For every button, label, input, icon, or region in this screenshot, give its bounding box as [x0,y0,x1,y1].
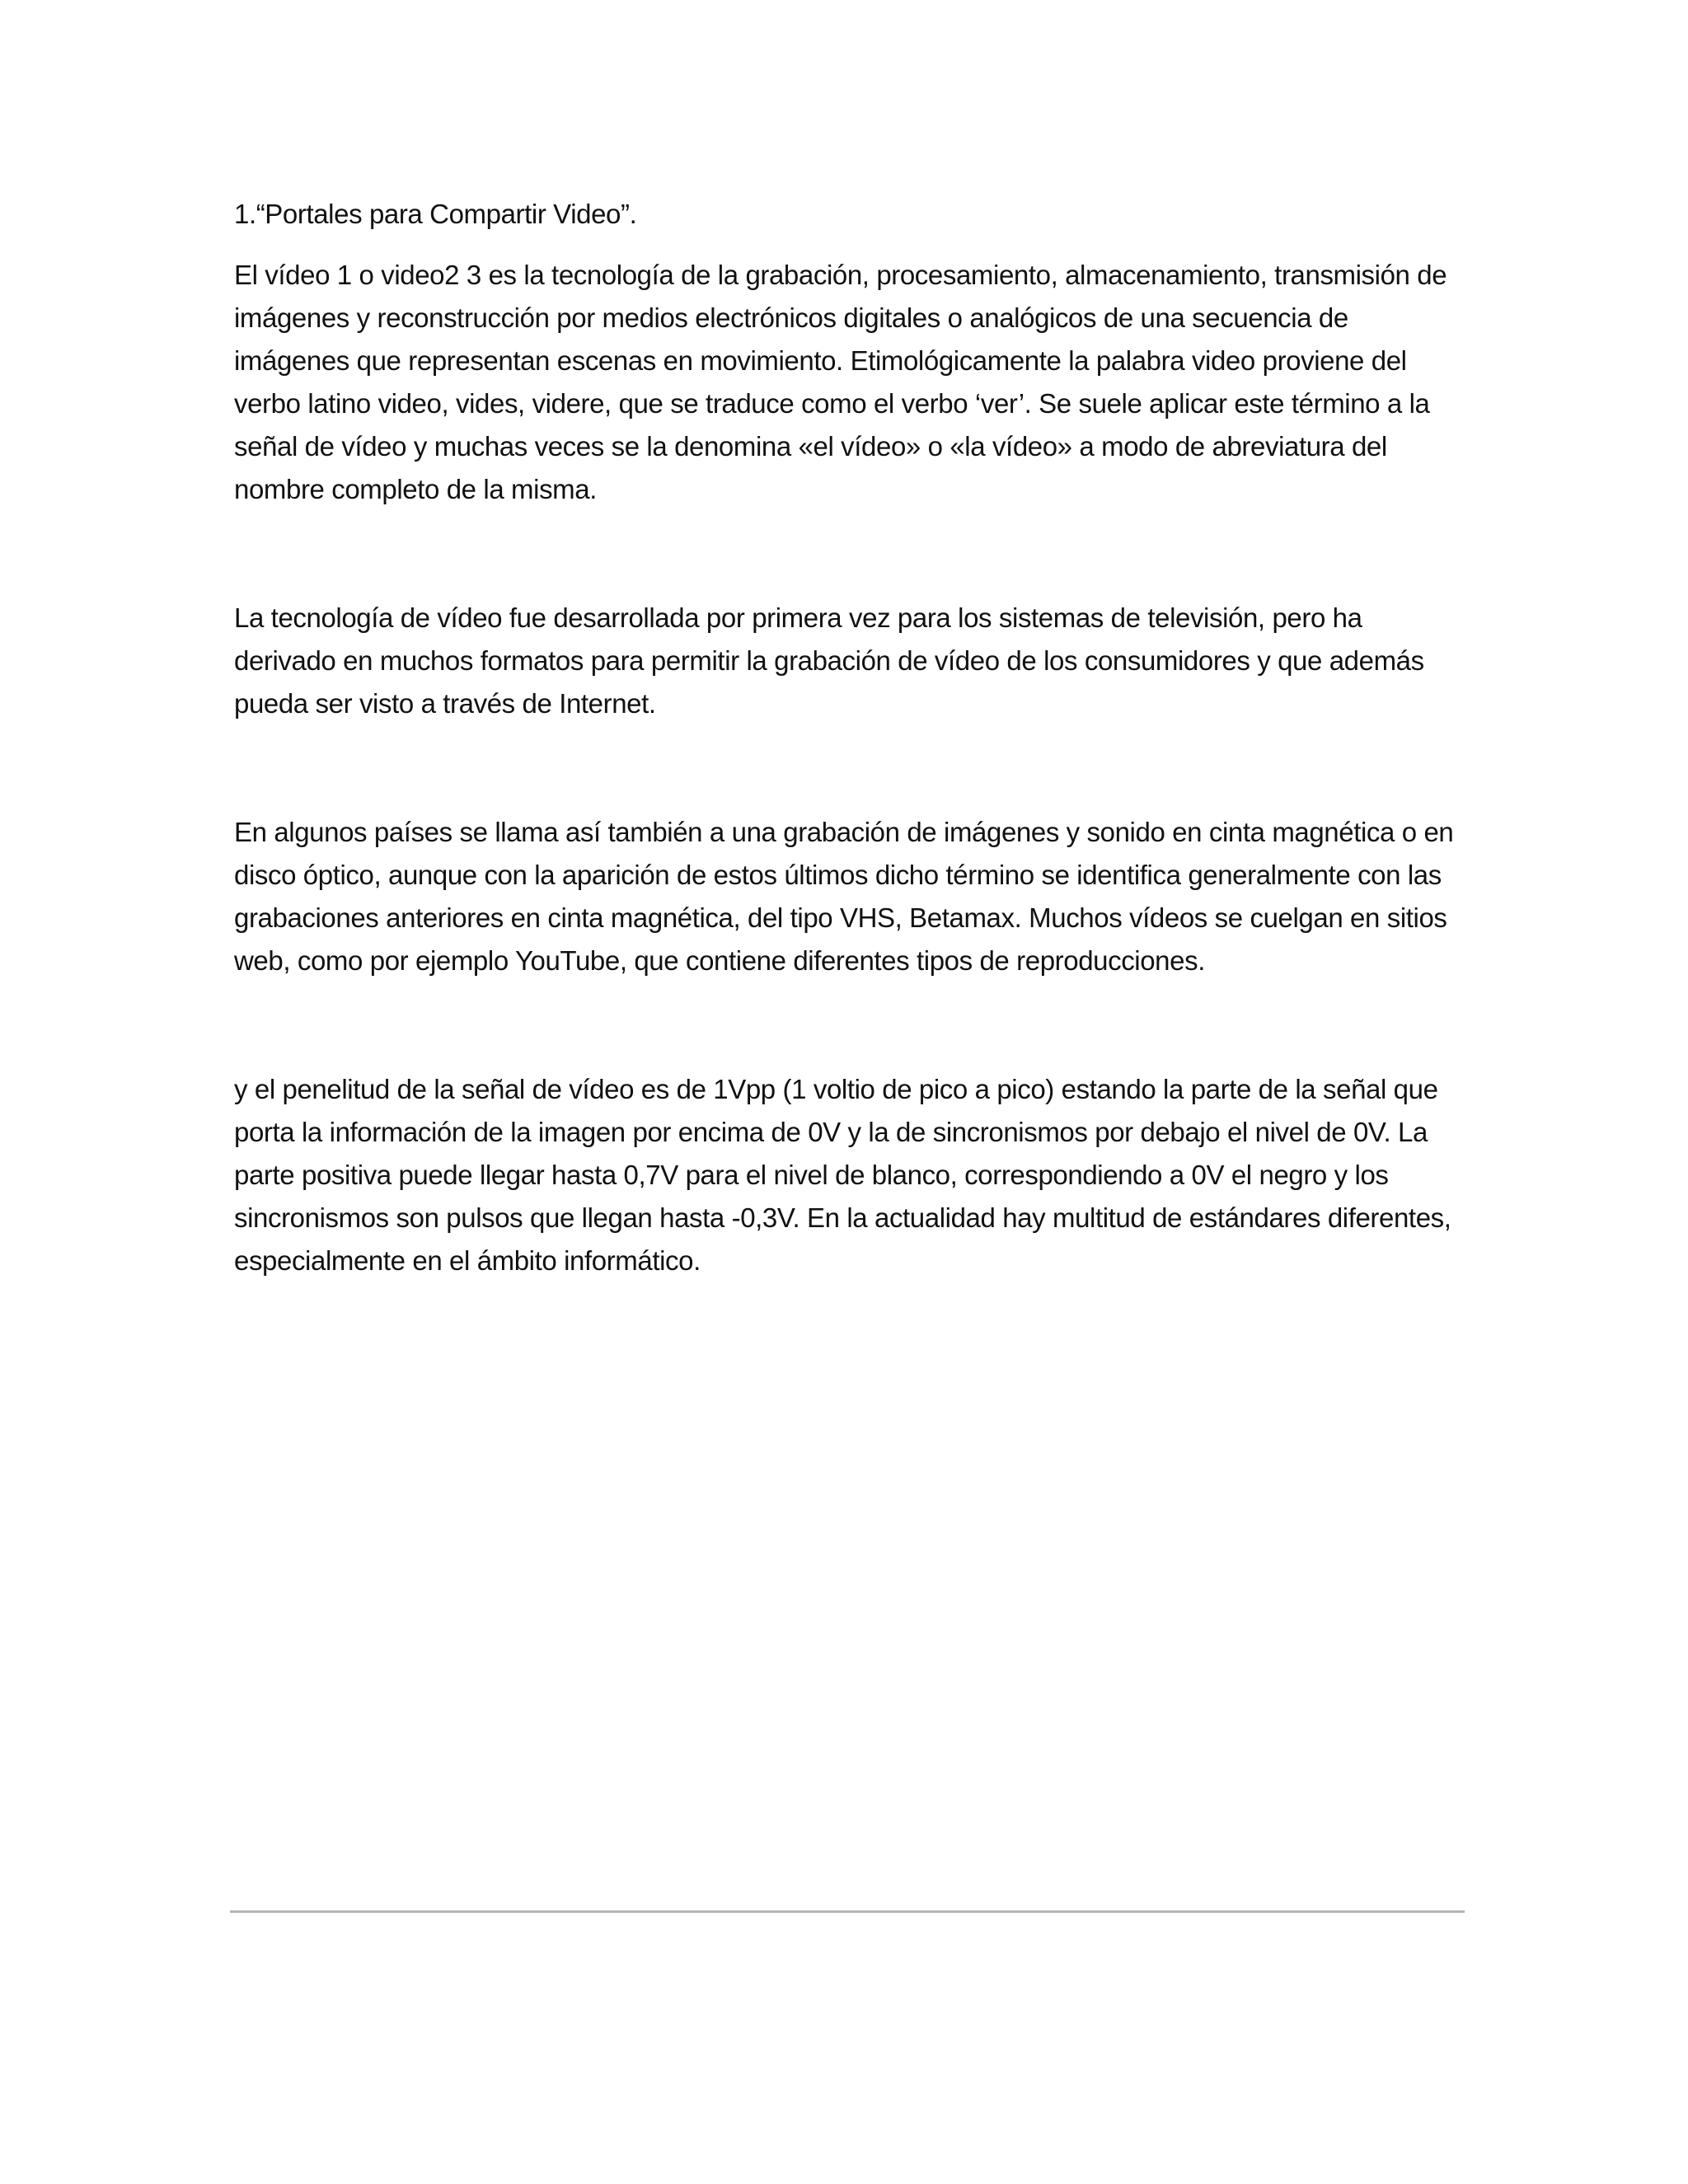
document-heading: 1.“Portales para Compartir Video”. [234,199,637,229]
paragraph-video-signal: y el penelitud de la señal de vídeo es de 1Vpp (1 voltio de pico a pico) estando la parte de la señal que porta la información de la imagen por encima de 0V y la de sincronismos por debajo el nivel de 0V. La parte positiva puede llegar hasta 0,7V para el nivel de blanco, correspondiendo a 0V el negro y los sincronismos son pulsos que llegan hasta -0,3V. En la actualidad hay multitud de estándares diferentes, especialmente en el ámbito informático. [234,1074,1451,1276]
document-body [234,193,1470,1282]
paragraph-video-recording: En algunos países se llama así también a una grabación de imágenes y sonido en cinta magnética o en disco óptico, aunque con la aparición de estos últimos dicho término se identifica generalmente con las grabaciones anteriores en cinta magnética, del tipo VHS, Betamax. Muchos vídeos se cuelgan en sitios web, como por ejemplo YouTube, que contiene diferentes tipos de reproducciones. [234,817,1454,976]
paragraph-video-technology: La tecnología de vídeo fue desarrollada por primera vez para los sistemas de televisión, pero ha derivado en muchos formatos para permitir la grabación de vídeo de los consumidores y que además pueda ser visto a través de Internet. [234,602,1424,719]
paragraph-video-definition: El vídeo 1 o video2 3 es la tecnología de la grabación, procesamiento, almacenamiento, transmisión de imágenes y reconstrucción por medios electrónicos digitales o analógicos de una secuencia de imágenes que representan escenas en movimiento. Etimológicamente la palabra video proviene del verbo latino video, vides, videre, que se traduce como el verbo ‘ver’. Se suele aplicar este término a la señal de vídeo y muchas veces se la denomina «el vídeo» o «la vídeo» a modo de abreviatura del nombre completo de la misma. [234,260,1447,504]
footer-divider [230,1910,1465,1913]
